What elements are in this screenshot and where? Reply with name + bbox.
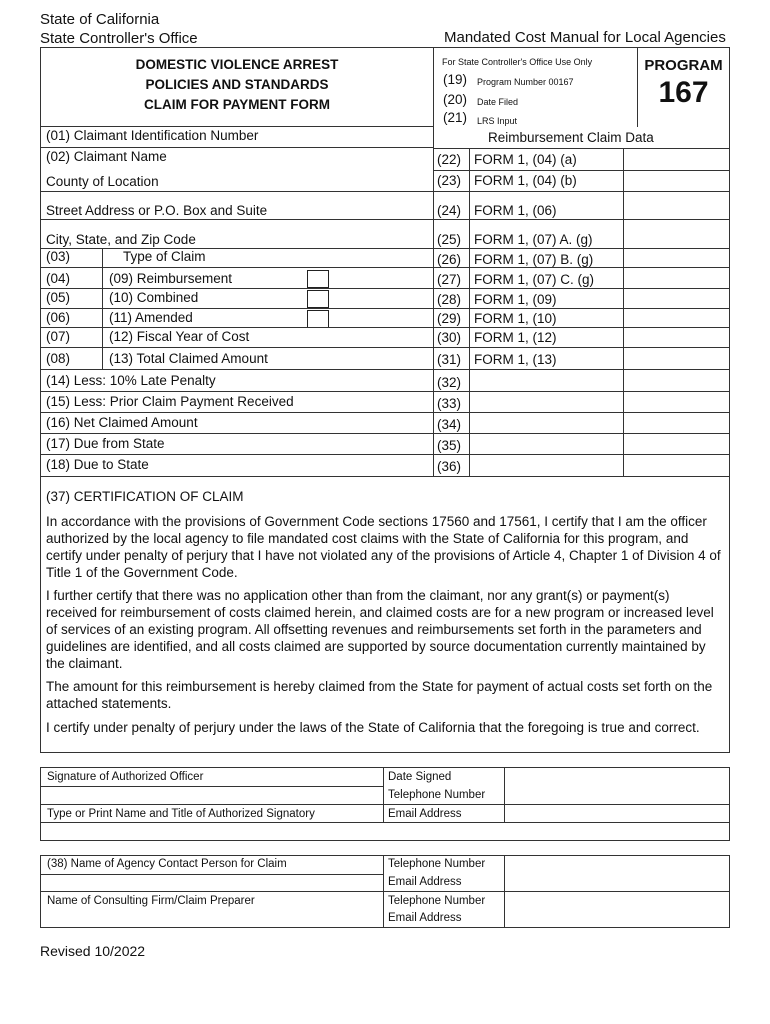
reimb-row-label: FORM 1, (13) xyxy=(474,352,557,367)
rule xyxy=(40,288,434,289)
rule xyxy=(433,412,730,413)
reimb-row-num: (27) xyxy=(437,272,462,287)
late-penalty-label: (14) Less: 10% Late Penalty xyxy=(46,373,216,388)
combined-checkbox[interactable] xyxy=(307,290,329,308)
rule xyxy=(40,267,434,268)
rule xyxy=(40,454,434,455)
certification-paragraph-1: In accordance with the provisions of Government Code sections 17560 and 17561, I certify that I am the officer authorized by the local agency to file mandated cost claims with the State of California for this program, and certify under penalty of perjury that I have not violated any of the provisions of Article 4, Chapter 1 of Division 4 of Title 1 of the Government Code. xyxy=(46,514,721,580)
rule xyxy=(40,126,434,127)
claim-row-num: (04) xyxy=(46,271,71,286)
rule xyxy=(40,327,434,328)
signature-label: Signature of Authorized Officer xyxy=(47,771,204,783)
rule xyxy=(40,840,730,841)
office-use-lrs-input: LRS Input xyxy=(477,116,518,126)
reimbursement-checkbox[interactable] xyxy=(307,270,329,288)
rule xyxy=(40,308,434,309)
rule xyxy=(433,327,730,328)
form-title-line2: POLICIES AND STANDARDS xyxy=(145,77,329,92)
rule xyxy=(40,433,434,434)
reimb-row-label: FORM 1, (12) xyxy=(474,330,557,345)
telephone-label: Telephone Number xyxy=(388,789,486,801)
rule xyxy=(433,308,730,309)
consulting-firm-label: Name of Consulting Firm/Claim Preparer xyxy=(47,895,255,907)
reimb-row-num: (31) xyxy=(437,352,462,367)
reimb-row-num: (29) xyxy=(437,311,462,326)
rule xyxy=(40,412,434,413)
rule xyxy=(383,855,384,928)
claim-row-num: (07) xyxy=(46,329,71,344)
office-use-num-20: (20) xyxy=(443,92,468,107)
rule xyxy=(433,433,730,434)
rule xyxy=(433,347,730,348)
email-label: Email Address xyxy=(388,808,462,820)
rule xyxy=(40,369,434,370)
rule xyxy=(40,147,434,148)
claimant-id-label: (01) Claimant Identification Number xyxy=(46,128,259,143)
reimb-row-label: FORM 1, (06) xyxy=(474,203,557,218)
rule xyxy=(433,288,730,289)
manual-label: Mandated Cost Manual for Local Agencies xyxy=(444,29,726,46)
rule xyxy=(102,248,103,370)
office-use-num-19: (19) xyxy=(443,72,468,87)
rule xyxy=(504,855,505,928)
rule xyxy=(40,927,730,928)
reimb-row-num: (23) xyxy=(437,173,462,188)
rule xyxy=(433,391,730,392)
total-claimed-label: (13) Total Claimed Amount xyxy=(109,351,268,366)
certification-heading: (37) CERTIFICATION OF CLAIM xyxy=(46,489,244,504)
county-label: County of Location xyxy=(46,174,159,189)
rule xyxy=(383,767,384,823)
reimb-row-num: (26) xyxy=(437,252,462,267)
reimb-row-label: FORM 1, (04) (a) xyxy=(474,152,577,167)
reimb-row-num: (22) xyxy=(437,152,462,167)
reimb-row-label: FORM 1, (07) B. (g) xyxy=(474,252,594,267)
rule xyxy=(433,191,730,192)
certification-paragraph-2: I further certify that there was no application other than from the claimant, nor any grant(s) or payment(s) received for reimbursement of costs claimed herein, and claimed costs are for a new program or increased level of services of an existing program. All offsetting revenues and reimbursements set forth in the parameters and guidelines are identified, and all costs claimed are supported by source documentation currently maintained by the claimant. xyxy=(46,588,714,671)
amended-label: (11) Amended xyxy=(109,310,193,325)
preparer-email-label: Email Address xyxy=(388,912,462,924)
rule xyxy=(40,248,434,249)
form-title-line3: CLAIM FOR PAYMENT FORM xyxy=(144,97,330,112)
contact-telephone-label: Telephone Number xyxy=(388,858,486,870)
rule xyxy=(40,786,384,787)
rule xyxy=(40,874,384,875)
reimb-row-label: FORM 1, (07) C. (g) xyxy=(474,272,595,287)
rule xyxy=(40,347,434,348)
rule xyxy=(40,767,730,768)
claimant-name-label: (02) Claimant Name xyxy=(46,149,167,164)
rule xyxy=(40,804,730,805)
type-of-claim-label: Type of Claim xyxy=(123,249,206,264)
rule xyxy=(40,752,730,753)
reimb-row-num: (24) xyxy=(437,203,462,218)
certification-paragraph-4: I certify under penalty of perjury under the laws of the State of California that the foregoing is true and correct. xyxy=(46,720,700,735)
rule xyxy=(729,767,730,841)
reimbursement-heading: Reimbursement Claim Data xyxy=(488,130,654,145)
reimb-row-num: (30) xyxy=(437,330,462,345)
office-use-date-filed: Date Filed xyxy=(477,97,519,107)
rule xyxy=(433,219,730,220)
print-name-label: Type or Print Name and Title of Authorized Signatory xyxy=(47,808,315,820)
rule xyxy=(433,148,730,149)
reimb-row-label: FORM 1, (10) xyxy=(474,311,557,326)
revised-date: Revised 10/2022 xyxy=(40,943,146,959)
claim-row-num: (05) xyxy=(46,290,71,305)
rule xyxy=(433,267,730,268)
rule xyxy=(40,891,730,892)
amended-checkbox[interactable] xyxy=(307,310,329,328)
form-title-line1: DOMESTIC VIOLENCE ARREST xyxy=(135,57,339,72)
combined-label: (10) Combined xyxy=(109,290,199,305)
rule xyxy=(40,855,730,856)
preparer-telephone-label: Telephone Number xyxy=(388,895,486,907)
rule xyxy=(40,391,434,392)
fiscal-year-label: (12) Fiscal Year of Cost xyxy=(109,329,250,344)
certification-paragraph-3: The amount for this reimbursement is hereby claimed from the State for payment of actual costs set forth on the attached statements. xyxy=(46,679,713,711)
contact-person-label: (38) Name of Agency Contact Person for Claim xyxy=(47,858,287,870)
reimb-row-num: (25) xyxy=(437,232,462,247)
program-label: PROGRAM xyxy=(644,57,723,74)
rule xyxy=(40,191,434,192)
rule xyxy=(504,767,505,823)
reimb-row-num: (36) xyxy=(437,459,462,474)
rule xyxy=(433,454,730,455)
rule xyxy=(623,148,624,477)
due-to-state-label: (18) Due to State xyxy=(46,457,149,472)
reimb-row-num: (32) xyxy=(437,375,462,390)
reimb-row-num: (28) xyxy=(437,292,462,307)
reimb-row-num: (33) xyxy=(437,396,462,411)
claim-row-num: (03) xyxy=(46,249,71,264)
reimb-row-label: FORM 1, (07) A. (g) xyxy=(474,232,593,247)
rule xyxy=(40,47,730,48)
reimbursement-label: (09) Reimbursement xyxy=(109,271,233,286)
rule xyxy=(40,767,41,841)
claim-row-num: (06) xyxy=(46,310,71,325)
office-use-heading: For State Controller's Office Use Only xyxy=(442,57,593,67)
reimb-row-num: (35) xyxy=(437,438,462,453)
rule xyxy=(433,170,730,171)
reimb-row-label: FORM 1, (09) xyxy=(474,292,557,307)
contact-email-label: Email Address xyxy=(388,876,462,888)
state-label: State of California xyxy=(40,11,160,28)
rule xyxy=(729,477,730,753)
rule xyxy=(729,855,730,928)
rule xyxy=(40,219,434,220)
net-claimed-label: (16) Net Claimed Amount xyxy=(46,415,198,430)
rule xyxy=(40,822,730,823)
prior-payment-label: (15) Less: Prior Claim Payment Received xyxy=(46,394,294,409)
rule xyxy=(40,855,41,928)
office-use-program-number: Program Number 00167 xyxy=(477,77,574,87)
reimb-row-num: (34) xyxy=(437,417,462,432)
rule xyxy=(433,369,730,370)
date-signed-label: Date Signed xyxy=(388,771,452,783)
claim-row-num: (08) xyxy=(46,351,71,366)
rule xyxy=(40,477,41,753)
program-number: 167 xyxy=(658,76,709,109)
office-label: State Controller's Office xyxy=(40,30,198,47)
rule xyxy=(40,476,730,477)
due-from-state-label: (17) Due from State xyxy=(46,436,165,451)
office-use-num-21: (21) xyxy=(443,110,468,125)
city-label: City, State, and Zip Code xyxy=(46,232,196,247)
reimb-row-label: FORM 1, (04) (b) xyxy=(474,173,577,188)
rule xyxy=(469,148,470,477)
rule xyxy=(433,248,730,249)
street-label: Street Address or P.O. Box and Suite xyxy=(46,203,268,218)
